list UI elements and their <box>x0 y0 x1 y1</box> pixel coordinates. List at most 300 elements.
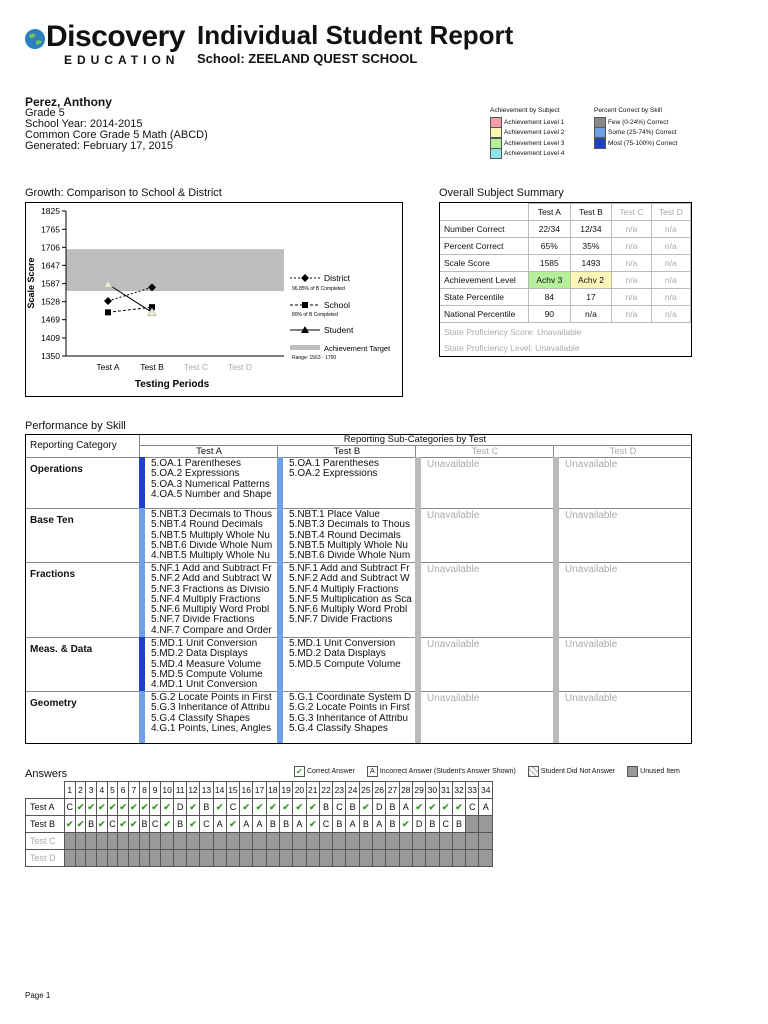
correct-cell: ✔ <box>128 816 139 833</box>
reporting-category: Operations <box>30 464 83 475</box>
summary-cell: Achv 2 <box>570 272 612 289</box>
correct-cell: ✔ <box>96 799 107 816</box>
item-number: 28 <box>399 782 412 799</box>
skill-item: 5.NF.1 Add and Subtract Fr <box>151 564 272 574</box>
unavailable-label: Unavailable <box>427 693 480 704</box>
summary-cell: 1493 <box>570 255 612 272</box>
skill-item: 5.NF.2 Add and Subtract W <box>151 574 272 585</box>
letter-a-icon: A <box>367 766 378 777</box>
performance-table <box>25 434 692 744</box>
unused-cell <box>128 833 139 850</box>
unavailable-label: Unavailable <box>427 459 480 470</box>
target-band <box>66 249 284 291</box>
unused-cell <box>386 850 399 867</box>
correct-cell: ✔ <box>439 799 452 816</box>
y-tick-label: 1825 <box>41 206 60 216</box>
correct-cell: ✔ <box>226 816 239 833</box>
answers-title: Answers <box>25 768 68 780</box>
correct-cell: ✔ <box>107 799 118 816</box>
skill-item: 5.OA.3 Numerical Patterns <box>151 479 270 490</box>
summary-row-label: Achievement Level <box>440 272 529 289</box>
answers-row-label: Test D <box>26 850 65 867</box>
logo-word: Discovery <box>46 20 185 53</box>
correct-cell: ✔ <box>118 816 129 833</box>
incorrect-cell: C <box>319 816 332 833</box>
unused-cell <box>359 833 372 850</box>
answers-row-label: Test B <box>26 816 65 833</box>
unavailable-label: Unavailable <box>565 510 618 521</box>
item-number: 20 <box>293 782 306 799</box>
summary-cell: 22/34 <box>529 221 571 238</box>
incorrect-cell: B <box>266 816 279 833</box>
skill-item: 4.G.1 Points, Lines, Angles <box>151 723 272 734</box>
skill-item: 4.MD.1 Unit Conversion <box>151 680 258 691</box>
student-grade: Grade 5 <box>25 107 65 119</box>
answers-row <box>26 850 493 867</box>
unused-cell <box>346 850 359 867</box>
globe-icon <box>24 28 46 50</box>
item-number: 7 <box>128 782 139 799</box>
incorrect-cell: A <box>346 816 359 833</box>
unavailable-bar <box>553 457 559 508</box>
item-number: 22 <box>319 782 332 799</box>
y-tick-label: 1765 <box>41 224 60 235</box>
unused-cell <box>293 850 306 867</box>
unused-cell <box>346 833 359 850</box>
skill-item: 5.MD.4 Measure Volume <box>151 659 262 670</box>
percent-legend <box>594 107 704 149</box>
legend-unused: Unused Item <box>627 766 680 777</box>
unused-cell <box>466 850 479 867</box>
unused-cell <box>279 850 292 867</box>
unavailable-label: Unavailable <box>565 564 618 575</box>
correct-cell: ✔ <box>359 799 372 816</box>
incorrect-cell: B <box>386 816 399 833</box>
unused-cell <box>333 833 346 850</box>
swatch <box>490 127 502 138</box>
skill-item: 5.NBT.1 Place Value <box>289 510 380 520</box>
test-column-header: Test A <box>139 446 278 457</box>
summary-cell: n/a <box>612 306 651 323</box>
legend-school: School <box>324 300 350 310</box>
item-number: 2 <box>75 782 86 799</box>
skill-item: 4.OA.5 Number and Shape <box>151 489 272 500</box>
unused-cell <box>86 833 97 850</box>
unused-icon <box>627 766 638 777</box>
performance-row-divider <box>26 637 691 638</box>
skills-test-b <box>289 693 413 734</box>
item-number: 16 <box>240 782 253 799</box>
unused-cell <box>118 833 129 850</box>
unused-cell <box>226 850 239 867</box>
unused-cell <box>373 833 386 850</box>
unused-cell <box>213 850 226 867</box>
skill-item: 5.NBT.6 Divide Whole Num <box>289 551 411 562</box>
unused-cell <box>439 850 452 867</box>
achievement-legend-label: Achievement Level 1 <box>504 118 565 126</box>
test-name: Common Core Grade 5 Math (ABCD) <box>25 129 208 141</box>
check-icon: ✔ <box>294 766 305 777</box>
skill-item: 5.MD.2 Data Displays <box>289 649 386 660</box>
incorrect-cell: A <box>373 816 386 833</box>
growth-title: Growth: Comparison to School & District <box>25 187 222 199</box>
summary-cell: n/a <box>651 255 690 272</box>
summary-header: Test B <box>570 204 612 221</box>
summary-cell: n/a <box>651 289 690 306</box>
achievement-legend-item <box>490 128 590 139</box>
summary-cell: n/a <box>651 272 690 289</box>
percent-legend-label: Few (0-24%) Correct <box>608 118 669 126</box>
summary-cell: 35% <box>570 238 612 255</box>
summary-row <box>440 272 691 289</box>
unavailable-bar <box>553 508 559 562</box>
unused-cell <box>319 833 332 850</box>
summary-table <box>440 203 691 323</box>
skill-item: 5.NF.1 Add and Subtract Fr <box>289 564 410 574</box>
achievement-legend <box>490 107 590 159</box>
y-tick-label: 1706 <box>41 242 60 253</box>
incorrect-cell: C <box>64 799 75 816</box>
incorrect-cell: A <box>399 799 412 816</box>
unused-cell <box>253 850 266 867</box>
unused-cell <box>399 850 412 867</box>
y-tick-label: 1647 <box>41 260 60 271</box>
unused-cell <box>306 850 319 867</box>
summary-cell: 12/34 <box>570 221 612 238</box>
unused-cell <box>139 833 150 850</box>
incorrect-cell: C <box>107 816 118 833</box>
skill-bar-a <box>139 508 145 562</box>
item-number: 1 <box>64 782 75 799</box>
logo <box>24 18 194 68</box>
page-title: Individual Student Report <box>197 20 514 50</box>
item-number: 24 <box>346 782 359 799</box>
correct-cell: ✔ <box>186 816 199 833</box>
state-proficiency-score: State Proficiency Score: Unavailable <box>444 327 582 337</box>
unused-cell <box>226 833 239 850</box>
unused-cell <box>213 833 226 850</box>
unavailable-label: Unavailable <box>565 639 618 650</box>
skill-bar-a <box>139 637 145 691</box>
item-number: 18 <box>266 782 279 799</box>
unused-cell <box>426 850 439 867</box>
y-tick-label: 1469 <box>41 314 60 325</box>
incorrect-cell: B <box>386 799 399 816</box>
skills-test-a <box>151 639 275 690</box>
correct-cell: ✔ <box>75 816 86 833</box>
correct-cell: ✔ <box>426 799 439 816</box>
unused-cell <box>150 850 161 867</box>
summary-cell: n/a <box>612 238 651 255</box>
unavailable-label: Unavailable <box>565 459 618 470</box>
skill-item: 5.MD.5 Compute Volume <box>151 669 263 680</box>
unused-cell <box>174 833 187 850</box>
skill-item: 5.NBT.4 Round Decimals <box>151 520 263 531</box>
unused-cell <box>118 850 129 867</box>
unused-cell <box>479 850 493 867</box>
summary-row-label: National Percentile <box>440 306 529 323</box>
unused-cell <box>466 816 479 833</box>
skill-item: 5.NF.7 Divide Fractions <box>289 615 393 626</box>
skill-bar-b <box>277 508 283 562</box>
unused-cell <box>200 850 213 867</box>
summary-cell: 65% <box>529 238 571 255</box>
unused-cell <box>139 850 150 867</box>
swatch <box>594 138 606 149</box>
summary-cell: n/a <box>612 255 651 272</box>
unused-cell <box>107 850 118 867</box>
growth-chart-svg <box>26 203 402 396</box>
skill-item: 5.OA.2 Expressions <box>151 469 240 480</box>
summary-row <box>440 238 691 255</box>
summary-row <box>440 306 691 323</box>
correct-cell: ✔ <box>306 816 319 833</box>
unused-cell <box>479 816 493 833</box>
summary-cell: n/a <box>570 306 612 323</box>
correct-cell: ✔ <box>266 799 279 816</box>
item-number: 23 <box>333 782 346 799</box>
unavailable-label: Unavailable <box>565 693 618 704</box>
unused-cell <box>266 850 279 867</box>
student-info <box>25 96 208 152</box>
answers-table <box>25 781 493 867</box>
unused-cell <box>64 833 75 850</box>
item-number: 15 <box>226 782 239 799</box>
summary-header: Test A <box>529 204 571 221</box>
skill-item: 5.G.3 Inheritance of Attribu <box>289 713 408 724</box>
summary-cell: n/a <box>612 289 651 306</box>
y-tick-label: 1409 <box>41 332 60 343</box>
item-number: 26 <box>373 782 386 799</box>
summary-panel <box>439 202 692 357</box>
skill-item: 5.NF.7 Divide Fractions <box>151 615 255 626</box>
logo-sub: EDUCATION <box>64 53 180 67</box>
incorrect-cell: B <box>174 816 187 833</box>
legend-incorrect: A Incorrect Answer (Student's Answer Shown) <box>367 766 516 777</box>
correct-cell: ✔ <box>452 799 465 816</box>
item-number: 29 <box>412 782 425 799</box>
skill-item: 5.NF.2 Add and Subtract W <box>289 574 410 585</box>
reporting-category: Geometry <box>30 698 77 709</box>
unused-cell <box>240 850 253 867</box>
subcategory-header: Reporting Sub-Categories by Test <box>139 435 691 446</box>
y-tick-label: 1587 <box>41 278 60 289</box>
skill-bar-b <box>277 457 283 508</box>
percent-legend-item <box>594 117 704 128</box>
summary-cell: Achv 3 <box>529 272 571 289</box>
percent-legend-title: Percent Correct by Skill <box>594 107 662 114</box>
skill-bar-b <box>277 691 283 743</box>
unused-cell <box>253 833 266 850</box>
summary-row <box>440 221 691 238</box>
unused-cell <box>399 833 412 850</box>
summary-cell: 17 <box>570 289 612 306</box>
summary-cell: n/a <box>612 272 651 289</box>
correct-cell: ✔ <box>253 799 266 816</box>
skill-item: 5.NBT.5 Multiply Whole Nu <box>151 530 270 541</box>
legend-student: Student <box>324 325 354 335</box>
incorrect-cell: A <box>240 816 253 833</box>
performance-row-divider <box>26 508 691 509</box>
unused-cell <box>96 850 107 867</box>
skills-test-b <box>289 639 413 670</box>
skill-item: 5.NF.5 Multiplication as Sca <box>289 594 412 605</box>
item-number: 33 <box>466 782 479 799</box>
item-number: 4 <box>96 782 107 799</box>
item-number: 9 <box>150 782 161 799</box>
reporting-category: Meas. & Data <box>30 644 93 655</box>
answers-row-label: Test C <box>26 833 65 850</box>
correct-cell: ✔ <box>75 799 86 816</box>
x-axis-label: Testing Periods <box>134 379 210 390</box>
skill-item: 5.NF.4 Multiply Fractions <box>151 594 261 605</box>
x-tick-label: Test D <box>227 362 253 372</box>
unused-cell <box>386 833 399 850</box>
item-number: 8 <box>139 782 150 799</box>
skill-item: 5.NBT.5 Multiply Whole Nu <box>289 540 408 551</box>
summary-cell: n/a <box>651 238 690 255</box>
correct-cell: ✔ <box>86 799 97 816</box>
incorrect-cell: A <box>293 816 306 833</box>
skills-test-a <box>151 510 275 561</box>
unused-cell <box>319 850 332 867</box>
correct-cell: ✔ <box>139 799 150 816</box>
legend-target-note: Range: 1563 - 1700 <box>292 355 337 361</box>
skill-item: 5.OA.1 Parentheses <box>289 459 380 469</box>
unused-cell <box>479 833 493 850</box>
unused-cell <box>439 833 452 850</box>
incorrect-cell: B <box>279 816 292 833</box>
skill-item: 5.G.4 Classify Shapes <box>151 713 250 724</box>
item-number: 12 <box>186 782 199 799</box>
answers-grid <box>25 781 493 867</box>
unavailable-label: Unavailable <box>427 564 480 575</box>
incorrect-cell: C <box>200 816 213 833</box>
correct-cell: ✔ <box>150 799 161 816</box>
legend-correct: ✔ Correct Answer <box>294 766 355 777</box>
legend-district-note: 96.85% of B Completed <box>292 286 345 292</box>
correct-cell: ✔ <box>118 799 129 816</box>
skill-item: 5.NF.6 Multiply Word Probl <box>151 605 270 616</box>
answers-header-row <box>26 782 493 799</box>
skill-item: 5.NBT.4 Round Decimals <box>289 530 401 541</box>
legend-no-answer: Student Did Not Answer <box>528 766 615 777</box>
performance-row-divider <box>26 457 691 458</box>
unavailable-bar <box>553 691 559 743</box>
x-tick-label: Test C <box>183 362 209 372</box>
item-number: 19 <box>279 782 292 799</box>
school-name: School: ZEELAND QUEST SCHOOL <box>197 51 418 66</box>
generated-date: Generated: February 17, 2015 <box>25 140 173 152</box>
skill-bar-b <box>277 637 283 691</box>
item-number: 10 <box>161 782 174 799</box>
correct-cell: ✔ <box>161 799 174 816</box>
skill-item: 5.NF.4 Multiply Fractions <box>289 584 399 595</box>
unused-cell <box>64 850 75 867</box>
test-column-header: Test C <box>415 446 554 457</box>
answers-row <box>26 816 493 833</box>
reporting-category: Fractions <box>30 569 76 580</box>
skill-item: 5.OA.1 Parentheses <box>151 459 242 469</box>
unused-cell <box>240 833 253 850</box>
summary-title: Overall Subject Summary <box>439 187 564 199</box>
skill-item: 5.NF.3 Fractions as Divisio <box>151 584 270 595</box>
page-number: Page 1 <box>25 991 51 1000</box>
item-number: 21 <box>306 782 319 799</box>
correct-cell: ✔ <box>279 799 292 816</box>
correct-cell: ✔ <box>64 816 75 833</box>
incorrect-cell: C <box>226 799 239 816</box>
school-year: School Year: 2014-2015 <box>25 118 143 130</box>
skill-item: 5.NBT.6 Divide Whole Num <box>151 540 273 551</box>
achievement-legend-label: Achievement Level 3 <box>504 139 565 147</box>
summary-cell: 1585 <box>529 255 571 272</box>
incorrect-cell: A <box>253 816 266 833</box>
incorrect-cell: C <box>150 816 161 833</box>
unused-cell <box>373 850 386 867</box>
y-axis-label: Scale Score <box>26 257 36 309</box>
correct-cell: ✔ <box>161 816 174 833</box>
correct-cell: ✔ <box>399 816 412 833</box>
summary-row-label: Scale Score <box>440 255 529 272</box>
answers-corner <box>26 782 65 799</box>
incorrect-cell: B <box>426 816 439 833</box>
incorrect-cell: C <box>466 799 479 816</box>
skill-bar-b <box>277 562 283 637</box>
skill-bar-a <box>139 562 145 637</box>
unused-cell <box>466 833 479 850</box>
skill-bar-a <box>139 691 145 743</box>
legend-school-marker <box>302 302 308 308</box>
percent-legend-item <box>594 128 704 139</box>
unused-cell <box>174 850 187 867</box>
skill-item: 5.MD.2 Data Displays <box>151 649 248 660</box>
unused-cell <box>452 850 465 867</box>
item-number: 13 <box>200 782 213 799</box>
skill-item: 4.NF.7 Compare and Order <box>151 625 272 636</box>
answers-row <box>26 833 493 850</box>
y-tick-label: 1528 <box>41 296 60 307</box>
unused-cell <box>75 833 86 850</box>
skills-test-a <box>151 459 275 500</box>
unused-cell <box>266 833 279 850</box>
summary-row-label: Percent Correct <box>440 238 529 255</box>
skills-test-a <box>151 693 275 734</box>
item-number: 5 <box>107 782 118 799</box>
incorrect-cell: B <box>86 816 97 833</box>
summary-row <box>440 255 691 272</box>
skill-item: 5.G.1 Coordinate System D <box>289 693 412 703</box>
unused-cell <box>333 850 346 867</box>
incorrect-cell: D <box>174 799 187 816</box>
unused-cell <box>186 833 199 850</box>
district-point <box>104 297 112 305</box>
incorrect-cell: D <box>412 816 425 833</box>
unused-cell <box>150 833 161 850</box>
growth-chart <box>25 202 403 397</box>
swatch <box>490 117 502 128</box>
unused-cell <box>359 850 372 867</box>
reporting-category: Base Ten <box>30 515 74 526</box>
summary-row <box>440 289 691 306</box>
performance-row-divider <box>26 562 691 563</box>
correct-cell: ✔ <box>128 799 139 816</box>
unused-cell <box>200 833 213 850</box>
item-number: 30 <box>426 782 439 799</box>
skill-bar-a <box>139 457 145 508</box>
incorrect-cell: A <box>213 816 226 833</box>
achievement-legend-item <box>490 117 590 128</box>
